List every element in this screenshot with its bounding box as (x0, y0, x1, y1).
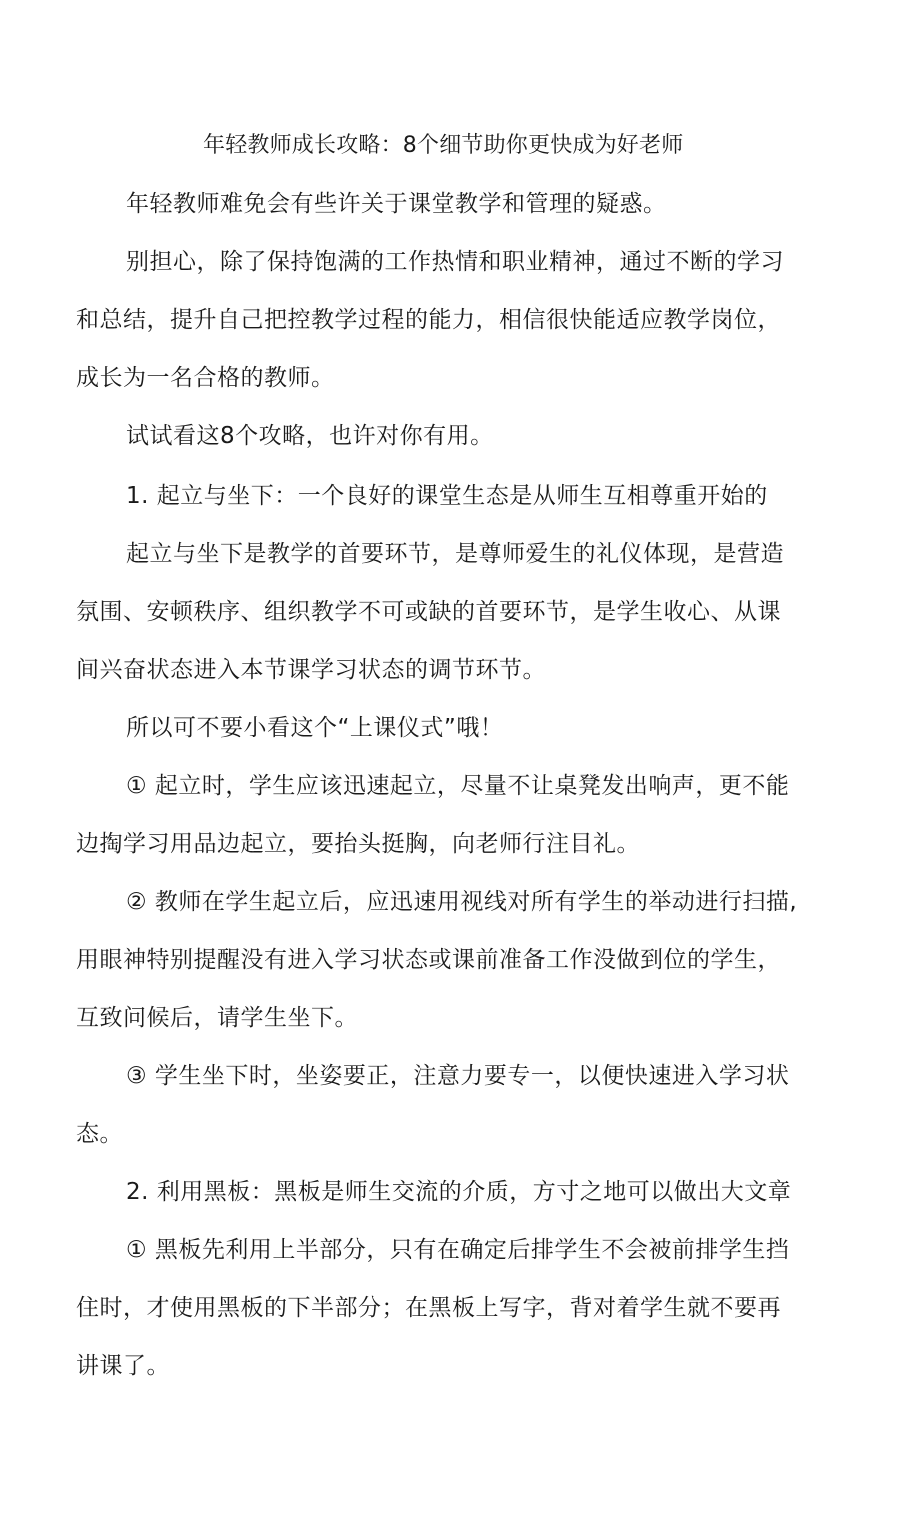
list-item-line: 用眼神特别提醒没有进入学习状态或课前准备工作没做到位的学生， (76, 947, 781, 973)
paragraph-line: 成长为一名合格的教师。 (76, 365, 335, 391)
list-item-line: ① 起立时，学生应该迅速起立，尽量不让桌凳发出响声，更不能 (126, 773, 790, 799)
paragraph-line: 氛围、安顿秩序、组织教学不可或缺的首要环节，是学生收心、从课 (76, 599, 781, 625)
paragraph-line: 间兴奋状态进入本节课学习状态的调节环节。 (76, 657, 546, 683)
paragraph-line: 别担心，除了保持饱满的工作热情和职业精神，通过不断的学习 (126, 249, 784, 275)
paragraph-line: 所以可不要小看这个“上课仪式”哦！ (126, 715, 504, 741)
section-heading: 2. 利用黑板：黑板是师生交流的介质，方寸之地可以做出大文章 (126, 1179, 792, 1205)
paragraph-line: 起立与坐下是教学的首要环节，是尊师爱生的礼仪体现，是营造 (126, 541, 784, 567)
paragraph-line: 试试看这8个攻略，也许对你有用。 (126, 423, 494, 449)
section-heading: 1. 起立与坐下：一个良好的课堂生态是从师生互相尊重开始的 (126, 483, 768, 509)
list-item-line: 讲课了。 (76, 1353, 170, 1379)
list-item-line: ② 教师在学生起立后，应迅速用视线对所有学生的举动进行扫描, (126, 889, 798, 915)
paragraph-line: 年轻教师难免会有些许关于课堂教学和管理的疑惑。 (126, 191, 667, 217)
list-item-line: 态。 (76, 1121, 123, 1147)
list-item-line: ③ 学生坐下时，坐姿要正，注意力要专一，以便快速进入学习状 (126, 1063, 790, 1089)
list-item-line: ① 黑板先利用上半部分，只有在确定后排学生不会被前排学生挡 (126, 1237, 790, 1263)
paragraph-line: 和总结，提升自己把控教学过程的能力，相信很快能适应教学岗位， (76, 307, 781, 333)
list-item-line: 边掏学习用品边起立，要抬头挺胸，向老师行注目礼。 (76, 831, 640, 857)
list-item-line: 互致问候后，请学生坐下。 (76, 1005, 358, 1031)
document-title: 年轻教师成长攻略：8个细节助你更快成为好老师 (203, 133, 684, 158)
list-item-line: 住时，才使用黑板的下半部分；在黑板上写字，背对着学生就不要再 (76, 1295, 781, 1321)
